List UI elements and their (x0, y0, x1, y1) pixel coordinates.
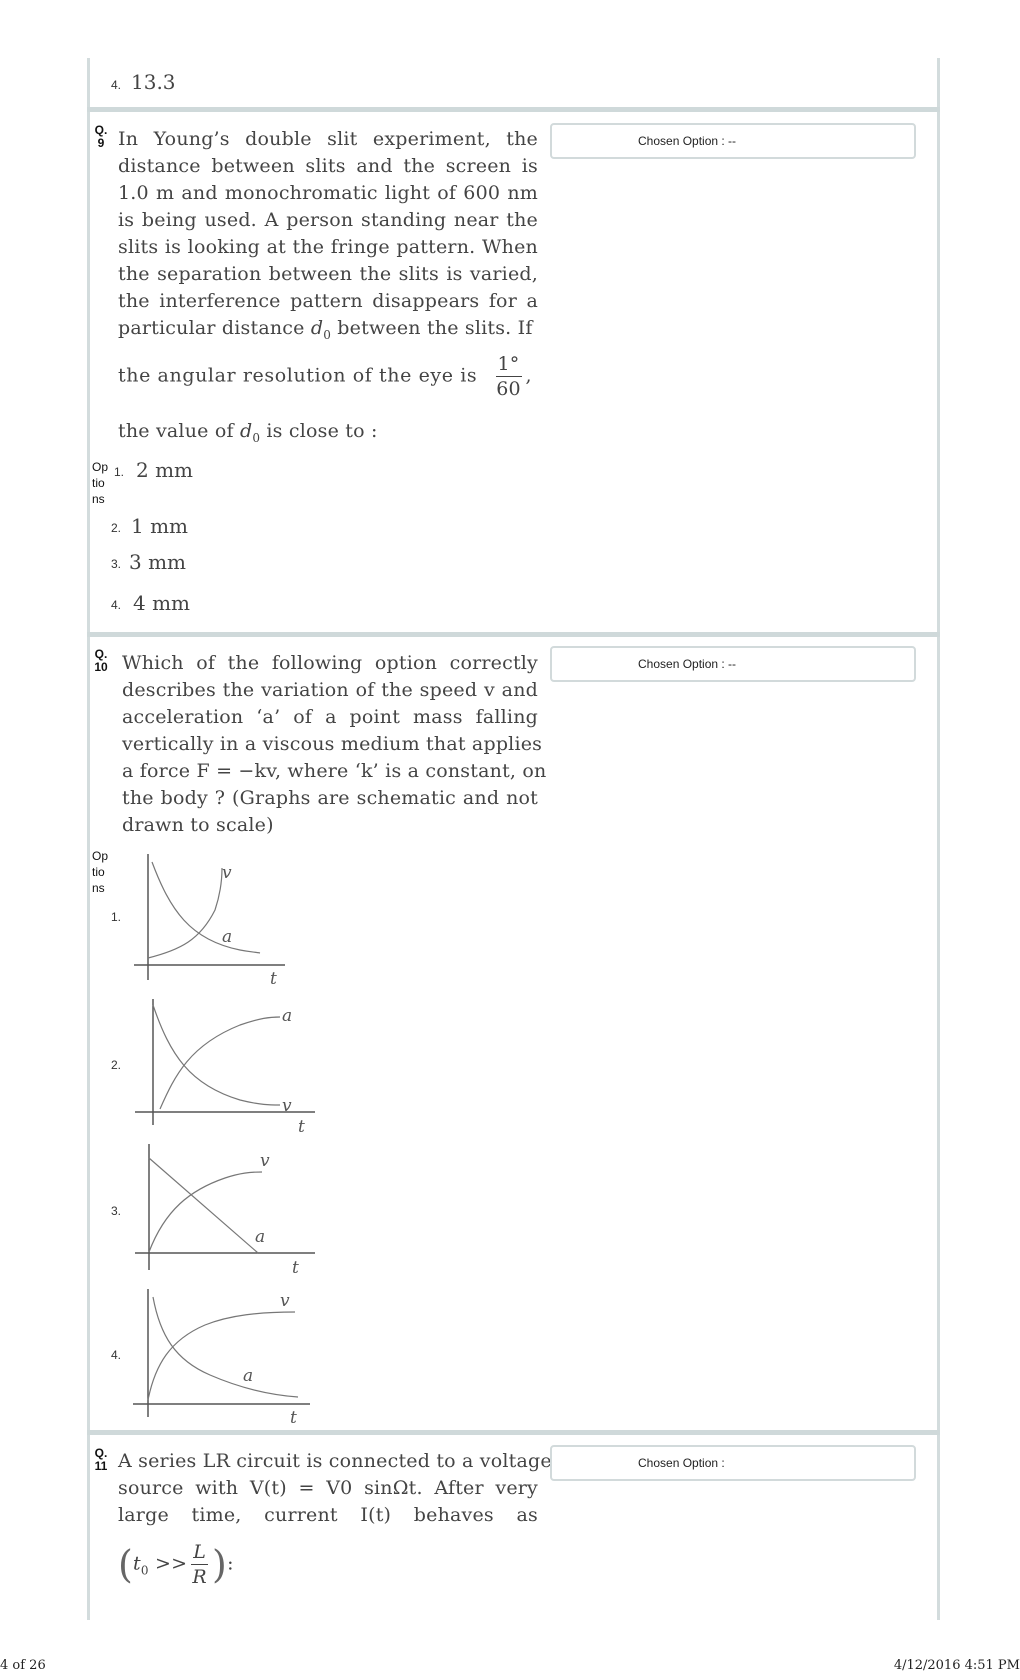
question-9-options-label: Op tio ns (92, 460, 109, 506)
question-11-text: A series LR circuit is connected to a voltage source with V(t) = V0 sinΩt. After very large time, current I(t) behaves as (118, 1450, 552, 1526)
question-10-chosen-option: Chosen Option : -- (550, 646, 916, 682)
question-9-text: In Young’s double slit experiment, the distance between slits and the screen is 1.0 m and monochromatic light of 600 nm is being used. A person standing near the slits is looking at the fringe pattern. When the separation between the slits is varied, the interference pattern disappears for a particular distance $d_0$ between the slits. If (118, 128, 538, 342)
q10-option-1-number[interactable]: 1. (111, 910, 122, 924)
svg-text:a: a (282, 1006, 293, 1026)
question-9-label: Q. 9 (94, 123, 108, 150)
q9-option-2-value[interactable]: 1 mm (131, 514, 189, 538)
svg-text:a: a (255, 1227, 266, 1247)
question-10-text: Which of the following option correctly describes the variation of the speed v and acceleration ‘a’ of a point mass falling vertically in a viscous medium that applies a force F = −kv, where ‘k’ is a constant, on the body ? (Graphs are schematic and not drawn to scale) (122, 652, 547, 836)
q10-option-1-graph[interactable] (130, 850, 290, 990)
question-11-label: Q. 11 (94, 1446, 108, 1473)
q9-option-4-value[interactable]: 4 mm (133, 591, 191, 615)
q10-option-2-graph[interactable] (130, 995, 320, 1135)
svg-text:t: t (298, 1117, 305, 1135)
svg-text:t: t (270, 969, 277, 989)
q10-option-4-number[interactable]: 4. (111, 1348, 122, 1362)
prev-option-4-number: 4. (111, 78, 122, 92)
question-separator (87, 1430, 940, 1435)
question-9-chosen-option: Chosen Option : -- (550, 123, 916, 159)
q9-option-4-number[interactable]: 4. (111, 598, 122, 612)
question-separator (87, 632, 940, 637)
question-11-chosen-option: Chosen Option : (550, 1445, 916, 1481)
q9-option-1-value[interactable]: 2 mm (136, 458, 194, 482)
question-separator (87, 107, 940, 112)
svg-text:a: a (243, 1366, 254, 1386)
question-10-options-label: Op tio ns (92, 849, 109, 895)
svg-text:t: t (290, 1408, 297, 1428)
svg-text:t: t (292, 1258, 299, 1278)
q9-option-2-number[interactable]: 2. (111, 521, 122, 535)
q9-option-3-value[interactable]: 3 mm (129, 550, 187, 574)
svg-text:v: v (260, 1151, 270, 1171)
svg-text:v: v (280, 1291, 290, 1311)
q10-option-2-number[interactable]: 2. (111, 1058, 122, 1072)
q10-option-3-graph[interactable] (130, 1140, 320, 1280)
prev-option-4-value: 13.3 (131, 70, 176, 94)
angle-fraction: $\frac{1^\circ}{60}$ (496, 353, 521, 400)
q10-option-4-graph[interactable] (130, 1285, 320, 1430)
svg-text:v: v (282, 1096, 292, 1116)
print-datetime: 4/12/2016 4:51 PM (893, 1658, 1020, 1673)
svg-text:v: v (222, 863, 232, 883)
question-10-label: Q. 10 (94, 647, 108, 674)
q9-option-3-number[interactable]: 3. (111, 557, 122, 571)
question-9-angular-line: the angular resolution of the eye is $\frac{1^\circ}{60}$ , (118, 353, 532, 400)
question-9-final-line: the value of $d_0$ is close to : (118, 420, 378, 445)
page-number: 4 of 26 (0, 1658, 46, 1673)
q9-option-1-number[interactable]: 1. (114, 465, 125, 479)
svg-text:a: a (222, 927, 233, 947)
question-11-condition: ($t_0$ >> $\frac{L}{R}$ ): (118, 1541, 234, 1588)
q10-option-3-number[interactable]: 3. (111, 1204, 122, 1218)
